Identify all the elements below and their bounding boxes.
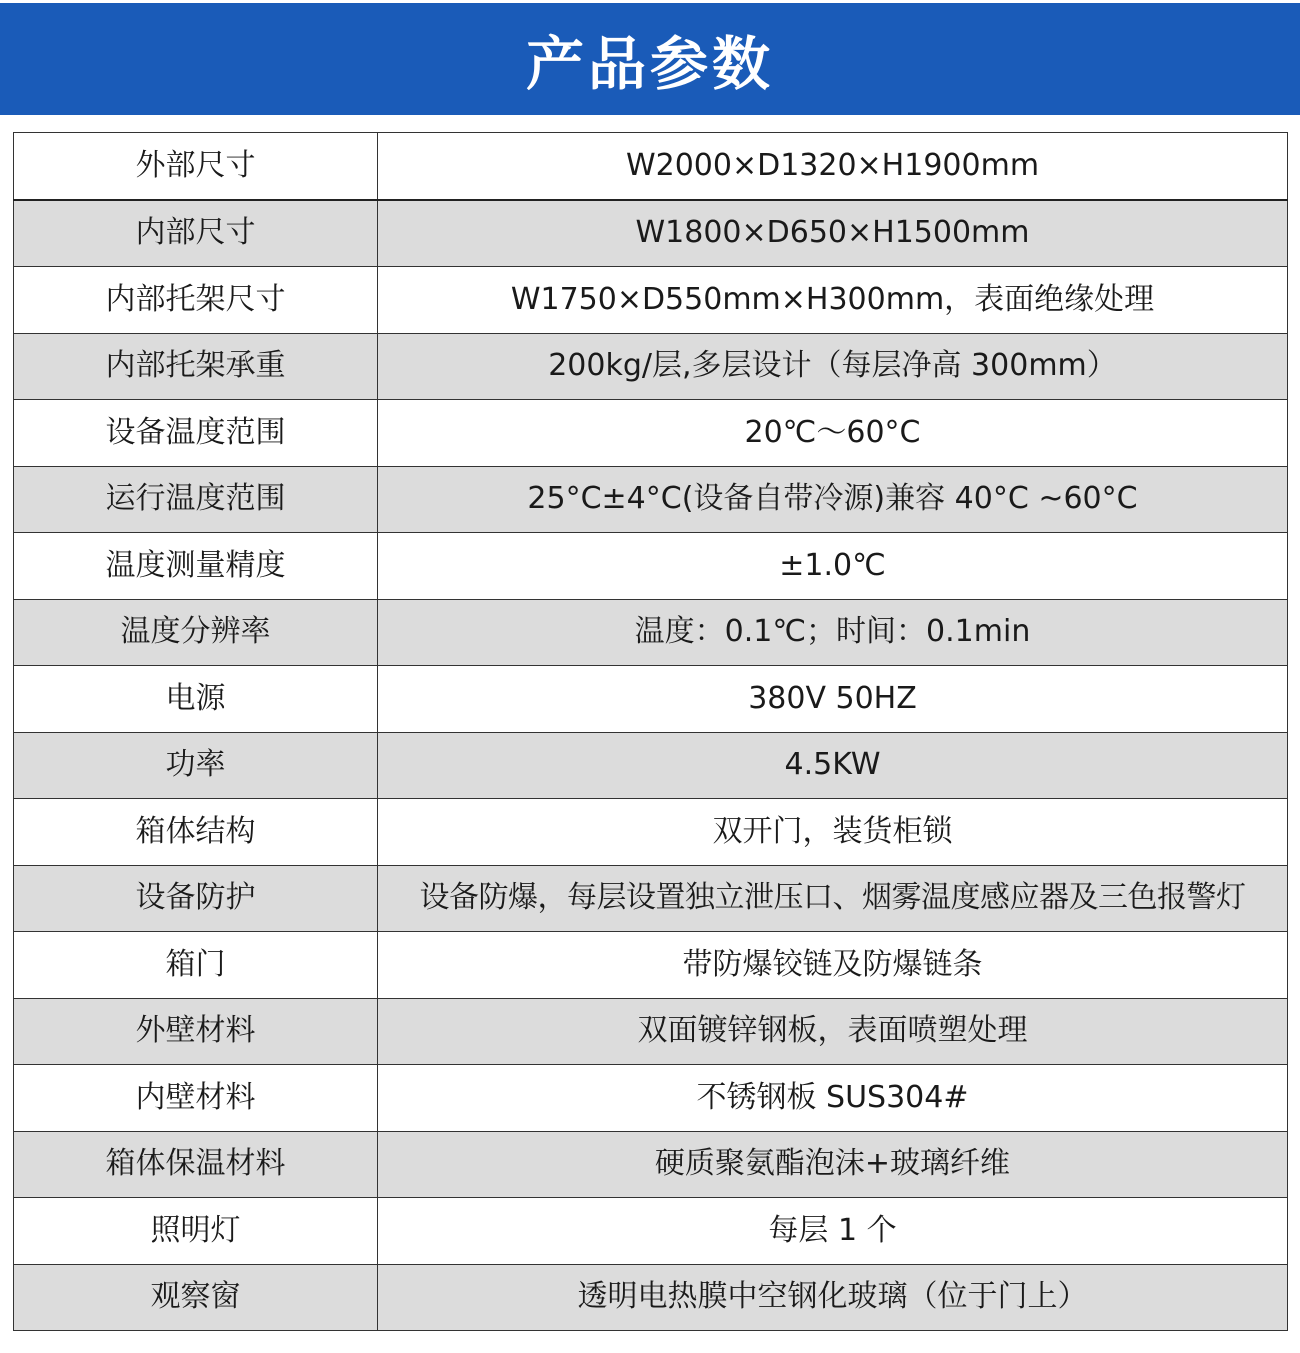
spec-table [13, 132, 1288, 1331]
row-value: 20℃～60°C [378, 400, 1288, 467]
table-row [14, 200, 1288, 267]
row-value: W1750×D550mm×H300mm，表面绝缘处理 [378, 267, 1288, 334]
row-label: 功率 [14, 732, 378, 799]
table-row [14, 400, 1288, 467]
table-row [14, 333, 1288, 400]
row-value: W2000×D1320×H1900mm [378, 133, 1288, 200]
table-row [14, 1198, 1288, 1265]
table-row [14, 267, 1288, 334]
row-value: W1800×D650×H1500mm [378, 200, 1288, 267]
row-value: 带防爆铰链及防爆链条 [378, 932, 1288, 999]
row-value: 4.5KW [378, 732, 1288, 799]
row-label: 电源 [14, 666, 378, 733]
table-row [14, 599, 1288, 666]
row-value: 温度：0.1℃；时间：0.1min [378, 599, 1288, 666]
table-row [14, 1131, 1288, 1198]
row-label: 设备防护 [14, 865, 378, 932]
row-label: 箱体结构 [14, 799, 378, 866]
table-row [14, 865, 1288, 932]
table-row [14, 1065, 1288, 1132]
row-value: 双开门，装货柜锁 [378, 799, 1288, 866]
row-label: 内部尺寸 [14, 200, 378, 267]
table-row [14, 133, 1288, 200]
row-label: 照明灯 [14, 1198, 378, 1265]
row-value: 不锈钢板 SUS304# [378, 1065, 1288, 1132]
row-value: 设备防爆，每层设置独立泄压口、烟雾温度感应器及三色报警灯 [378, 865, 1288, 932]
row-label: 运行温度范围 [14, 466, 378, 533]
row-value: 每层 1 个 [378, 1198, 1288, 1265]
row-label: 内壁材料 [14, 1065, 378, 1132]
table-row [14, 932, 1288, 999]
row-value: 透明电热膜中空钢化玻璃（位于门上） [378, 1264, 1288, 1331]
page-title: 产品参数 [525, 30, 774, 98]
row-label: 外壁材料 [14, 998, 378, 1065]
row-value: 双面镀锌钢板，表面喷塑处理 [378, 998, 1288, 1065]
row-label: 观察窗 [14, 1264, 378, 1331]
row-value: 硬质聚氨酯泡沫+玻璃纤维 [378, 1131, 1288, 1198]
row-label: 外部尺寸 [14, 133, 378, 200]
table-row [14, 1264, 1288, 1331]
row-value: 380V 50HZ [378, 666, 1288, 733]
row-label: 箱体保温材料 [14, 1131, 378, 1198]
table-row [14, 732, 1288, 799]
row-label: 温度测量精度 [14, 533, 378, 600]
table-row [14, 466, 1288, 533]
row-label: 箱门 [14, 932, 378, 999]
row-value: 25°C±4°C(设备自带冷源)兼容 40°C ~60°C [378, 466, 1288, 533]
header-banner [0, 3, 1300, 115]
row-value: ±1.0℃ [378, 533, 1288, 600]
table-row [14, 998, 1288, 1065]
row-label: 内部托架尺寸 [14, 267, 378, 334]
table-row [14, 799, 1288, 866]
row-label: 温度分辨率 [14, 599, 378, 666]
row-label: 设备温度范围 [14, 400, 378, 467]
table-row [14, 666, 1288, 733]
row-value: 200kg/层,多层设计（每层净高 300mm） [378, 333, 1288, 400]
table-row [14, 533, 1288, 600]
row-label: 内部托架承重 [14, 333, 378, 400]
